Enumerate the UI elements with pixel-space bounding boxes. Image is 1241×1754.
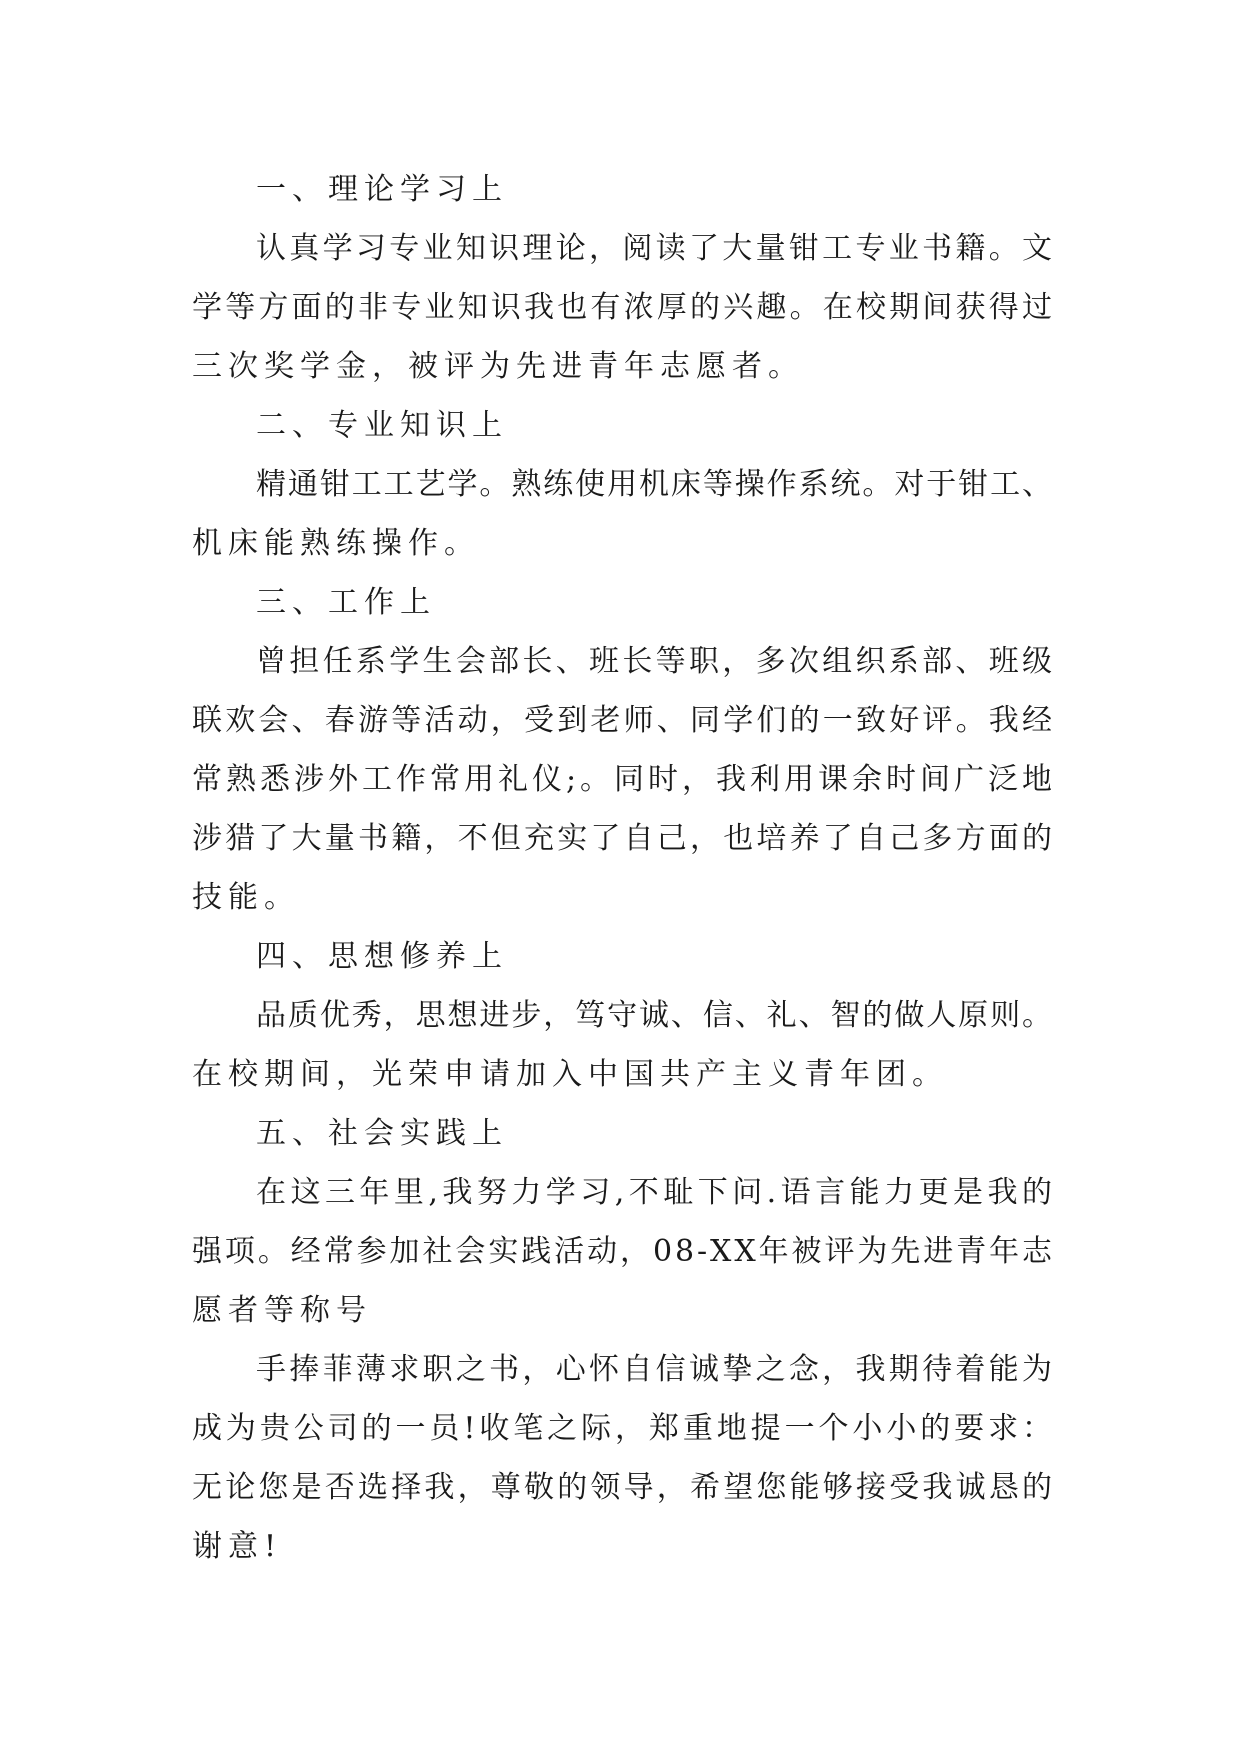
section-heading: 二、专业知识上 [256,408,508,443]
paragraph-line: 品质优秀，思想进步，笃守诚、信、礼、智的做人原则。 [256,998,1054,1033]
paragraph-line: 成为贵公司的一员!收笔之际，郑重地提一个小小的要求： [192,1411,1056,1446]
paragraph-line: 曾担任系学生会部长、班长等职，多次组织系部、班级 [256,644,1056,679]
paragraph-line: 认真学习专业知识理论，阅读了大量钳工专业书籍。文 [256,231,1056,266]
paragraph-line: 涉猎了大量书籍，不但充实了自己，也培养了自己多方面的 [192,821,1056,856]
paragraph-line: 联欢会、春游等活动，受到老师、同学们的一致好评。我经 [192,703,1056,738]
paragraph-line: 在这三年里,我努力学习,不耻下问.语言能力更是我的 [256,1175,1057,1210]
paragraph-line: 学等方面的非专业知识我也有浓厚的兴趣。在校期间获得过 [192,290,1056,325]
section-heading: 一、理论学习上 [256,172,508,207]
paragraph-line: 无论您是否选择我，尊敬的领导，希望您能够接受我诚恳的 [192,1470,1056,1505]
paragraph-line: 三次奖学金，被评为先进青年志愿者。 [192,349,804,384]
paragraph-line: 强项。经常参加社会实践活动，08-XX年被评为先进青年志 [192,1234,1055,1269]
document-body [192,160,1057,1576]
paragraph-line: 常熟悉涉外工作常用礼仪;。同时，我利用课余时间广泛地 [192,762,1056,797]
paragraph-line: 技能。 [192,880,300,915]
section-heading: 五、社会实践上 [256,1116,508,1151]
section-heading: 三、工作上 [256,585,436,620]
paragraph-line: 机床能熟练操作。 [192,526,480,561]
section-heading: 四、思想修养上 [256,939,508,974]
paragraph-line: 精通钳工工艺学。熟练使用机床等操作系统。对于钳工、 [256,467,1054,502]
paragraph-line: 在校期间，光荣申请加入中国共产主义青年团。 [192,1057,948,1092]
paragraph-line: 手捧菲薄求职之书，心怀自信诚挚之念，我期待着能为 [256,1352,1056,1387]
paragraph-line: 愿者等称号 [192,1293,372,1328]
paragraph-line: 谢意! [192,1529,283,1564]
